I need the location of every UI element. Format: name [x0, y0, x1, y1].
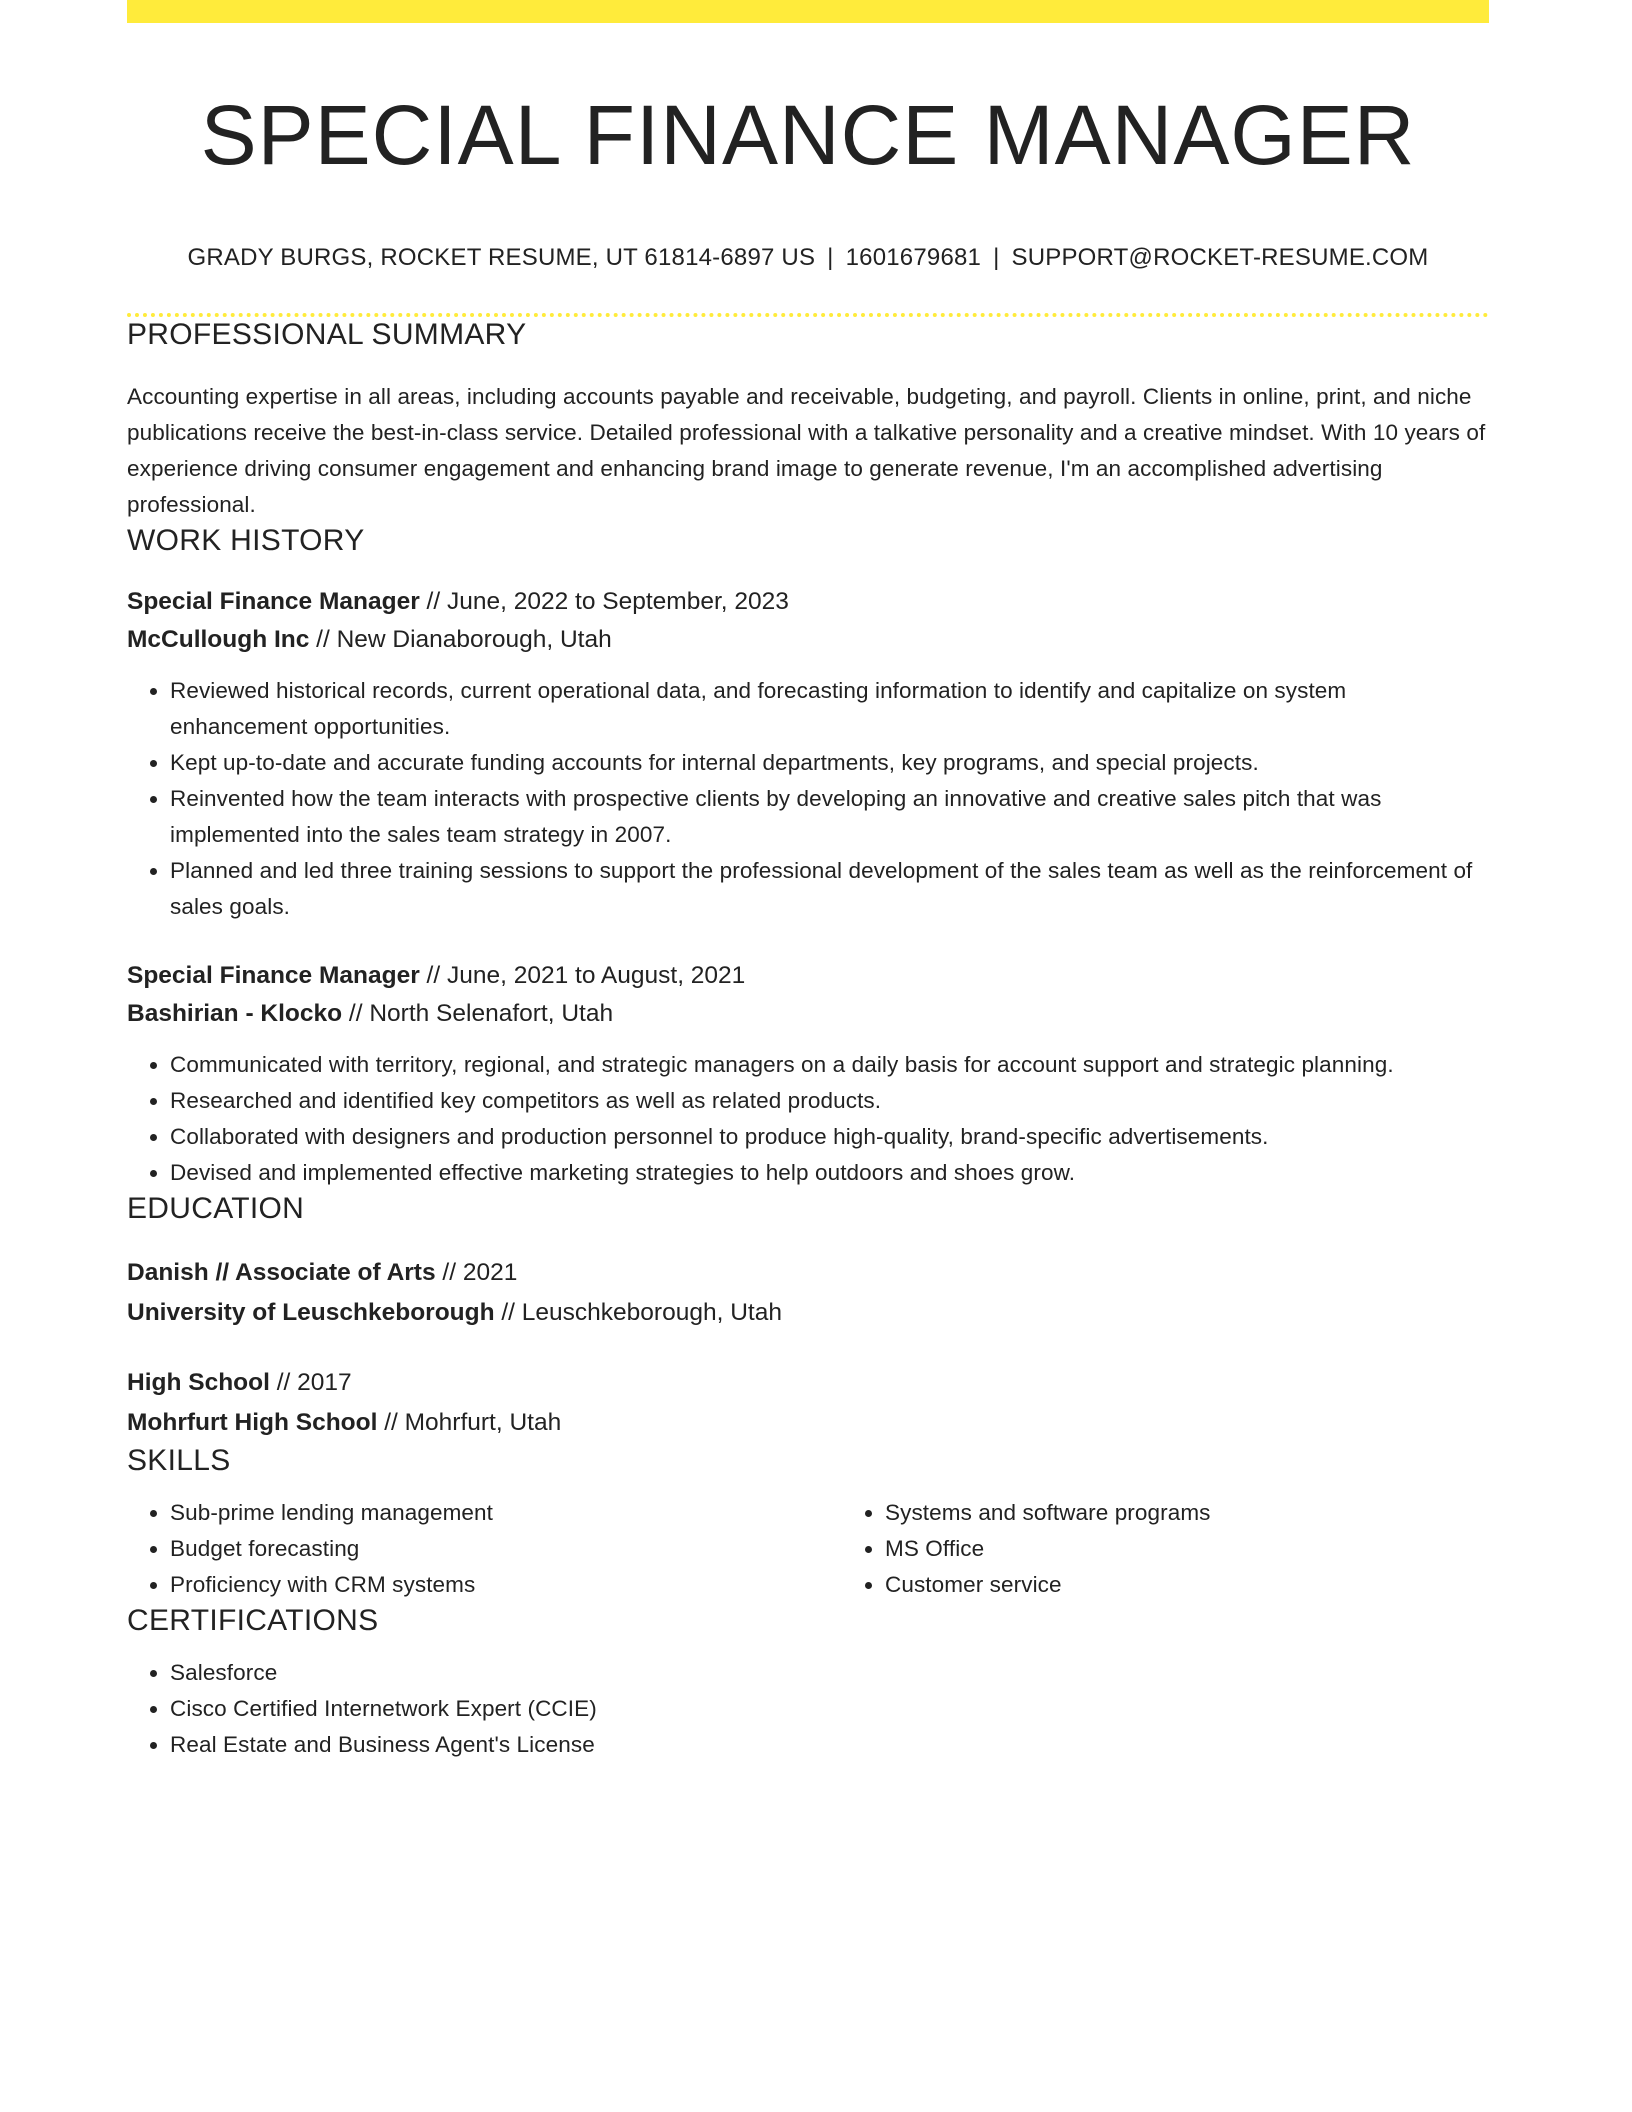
education-entry [127, 1363, 1489, 1443]
job-bullet: • Planned and led three training sessions to support the professional development of the sales team as well as the reinforcement of sales goals. [170, 853, 1489, 925]
education-year: // 2017 [269, 1369, 352, 1396]
education-heading: EDUCATION [127, 1192, 305, 1225]
contact-separator: | [827, 244, 834, 271]
job-bullet: • Reinvented how the team interacts with prospective clients by developing an innovative and creative sales pitch that was implemented into the sales team strategy in 2007. [170, 781, 1489, 853]
job-company: Bashirian - Klocko [127, 1000, 343, 1027]
job-title-line [127, 583, 1489, 621]
contact-phone: 1601679681 [845, 244, 982, 271]
education-school: Mohrfurt High School [127, 1409, 378, 1436]
education-school: University of Leuschkeborough [127, 1299, 495, 1326]
job-company: McCullough Inc [127, 626, 310, 653]
contact-separator: | [993, 244, 1000, 271]
job-bullet: • Devised and implemented effective marketing strategies to help outdoors and shoes grow. [170, 1155, 1489, 1191]
summary-heading: PROFESSIONAL SUMMARY [127, 318, 527, 351]
summary-text: Accounting expertise in all areas, including accounts payable and receivable, budgeting, and payroll. Clients in online, print, and niche publications receive the best-in-class service. Detailed professional with a talkative personality and a creative mindset. With 10 years of experience driving consumer engagement and enhancing brand image to generate revenue, I'm an accomplished advertising professional. [127, 384, 1486, 517]
job-title-line [127, 957, 1489, 995]
certifications-heading: CERTIFICATIONS [127, 1604, 379, 1637]
skills-list-right [842, 1495, 1557, 1603]
education-entry [127, 1253, 1489, 1333]
education-year: // 2021 [435, 1259, 518, 1286]
certification-item: • Salesforce [170, 1655, 1489, 1691]
job-entry [127, 583, 1489, 925]
contact-address: GRADY BURGS, ROCKET RESUME, UT 61814-6897 US [187, 244, 816, 271]
education-degree-line [127, 1363, 1489, 1403]
contact-email: SUPPORT@ROCKET-RESUME.COM [1011, 244, 1429, 271]
resume-title: SPECIAL FINANCE MANAGER [200, 88, 1416, 182]
skill-item: • Proficiency with CRM systems [170, 1567, 842, 1603]
skill-item: • MS Office [885, 1531, 1557, 1567]
job-company-line [127, 995, 1489, 1033]
education-location: // Mohrfurt, Utah [377, 1409, 562, 1436]
job-bullets [127, 1047, 1489, 1191]
job-title: Special Finance Manager [127, 588, 420, 615]
education-location: // Leuschkeborough, Utah [494, 1299, 782, 1326]
job-bullet: • Collaborated with designers and production personnel to produce high-quality, brand-specific advertisements. [170, 1119, 1489, 1155]
skills-heading: SKILLS [127, 1444, 231, 1477]
contact-line [127, 243, 1489, 273]
job-bullets [127, 673, 1489, 925]
certifications-list [127, 1655, 1489, 1763]
job-location: // New Dianaborough, Utah [309, 626, 612, 653]
work-history-heading: WORK HISTORY [127, 524, 365, 557]
education-degree-line [127, 1253, 1489, 1293]
skill-item: • Budget forecasting [170, 1531, 842, 1567]
job-location: // North Selenafort, Utah [342, 1000, 614, 1027]
education-school-line [127, 1403, 1489, 1443]
job-bullet: • Communicated with territory, regional, and strategic managers on a daily basis for account support and strategic planning. [170, 1047, 1489, 1083]
job-dates: // June, 2022 to September, 2023 [419, 588, 789, 615]
education-degree: Danish // Associate of Arts [127, 1259, 436, 1286]
job-entry [127, 957, 1489, 1191]
skill-item: • Customer service [885, 1567, 1557, 1603]
job-dates: // June, 2021 to August, 2021 [419, 962, 746, 989]
education-degree: High School [127, 1369, 270, 1396]
certification-item: • Real Estate and Business Agent's License [170, 1727, 1489, 1763]
job-bullet: • Kept up-to-date and accurate funding accounts for internal departments, key programs, and special projects. [170, 745, 1489, 781]
skills-columns [127, 1495, 1489, 1603]
job-bullet: • Reviewed historical records, current operational data, and forecasting information to identify and capitalize on system enhancement opportunities. [170, 673, 1489, 745]
top-accent-bar [127, 0, 1489, 23]
resume-page [127, 23, 1489, 1763]
skill-item: • Systems and software programs [885, 1495, 1557, 1531]
job-title: Special Finance Manager [127, 962, 420, 989]
certification-item: • Cisco Certified Internetwork Expert (CCIE) [170, 1691, 1489, 1727]
job-company-line [127, 621, 1489, 659]
job-bullet: • Researched and identified key competitors as well as related products. [170, 1083, 1489, 1119]
skills-list-left [127, 1495, 842, 1603]
skill-item: • Sub-prime lending management [170, 1495, 842, 1531]
education-school-line [127, 1293, 1489, 1333]
